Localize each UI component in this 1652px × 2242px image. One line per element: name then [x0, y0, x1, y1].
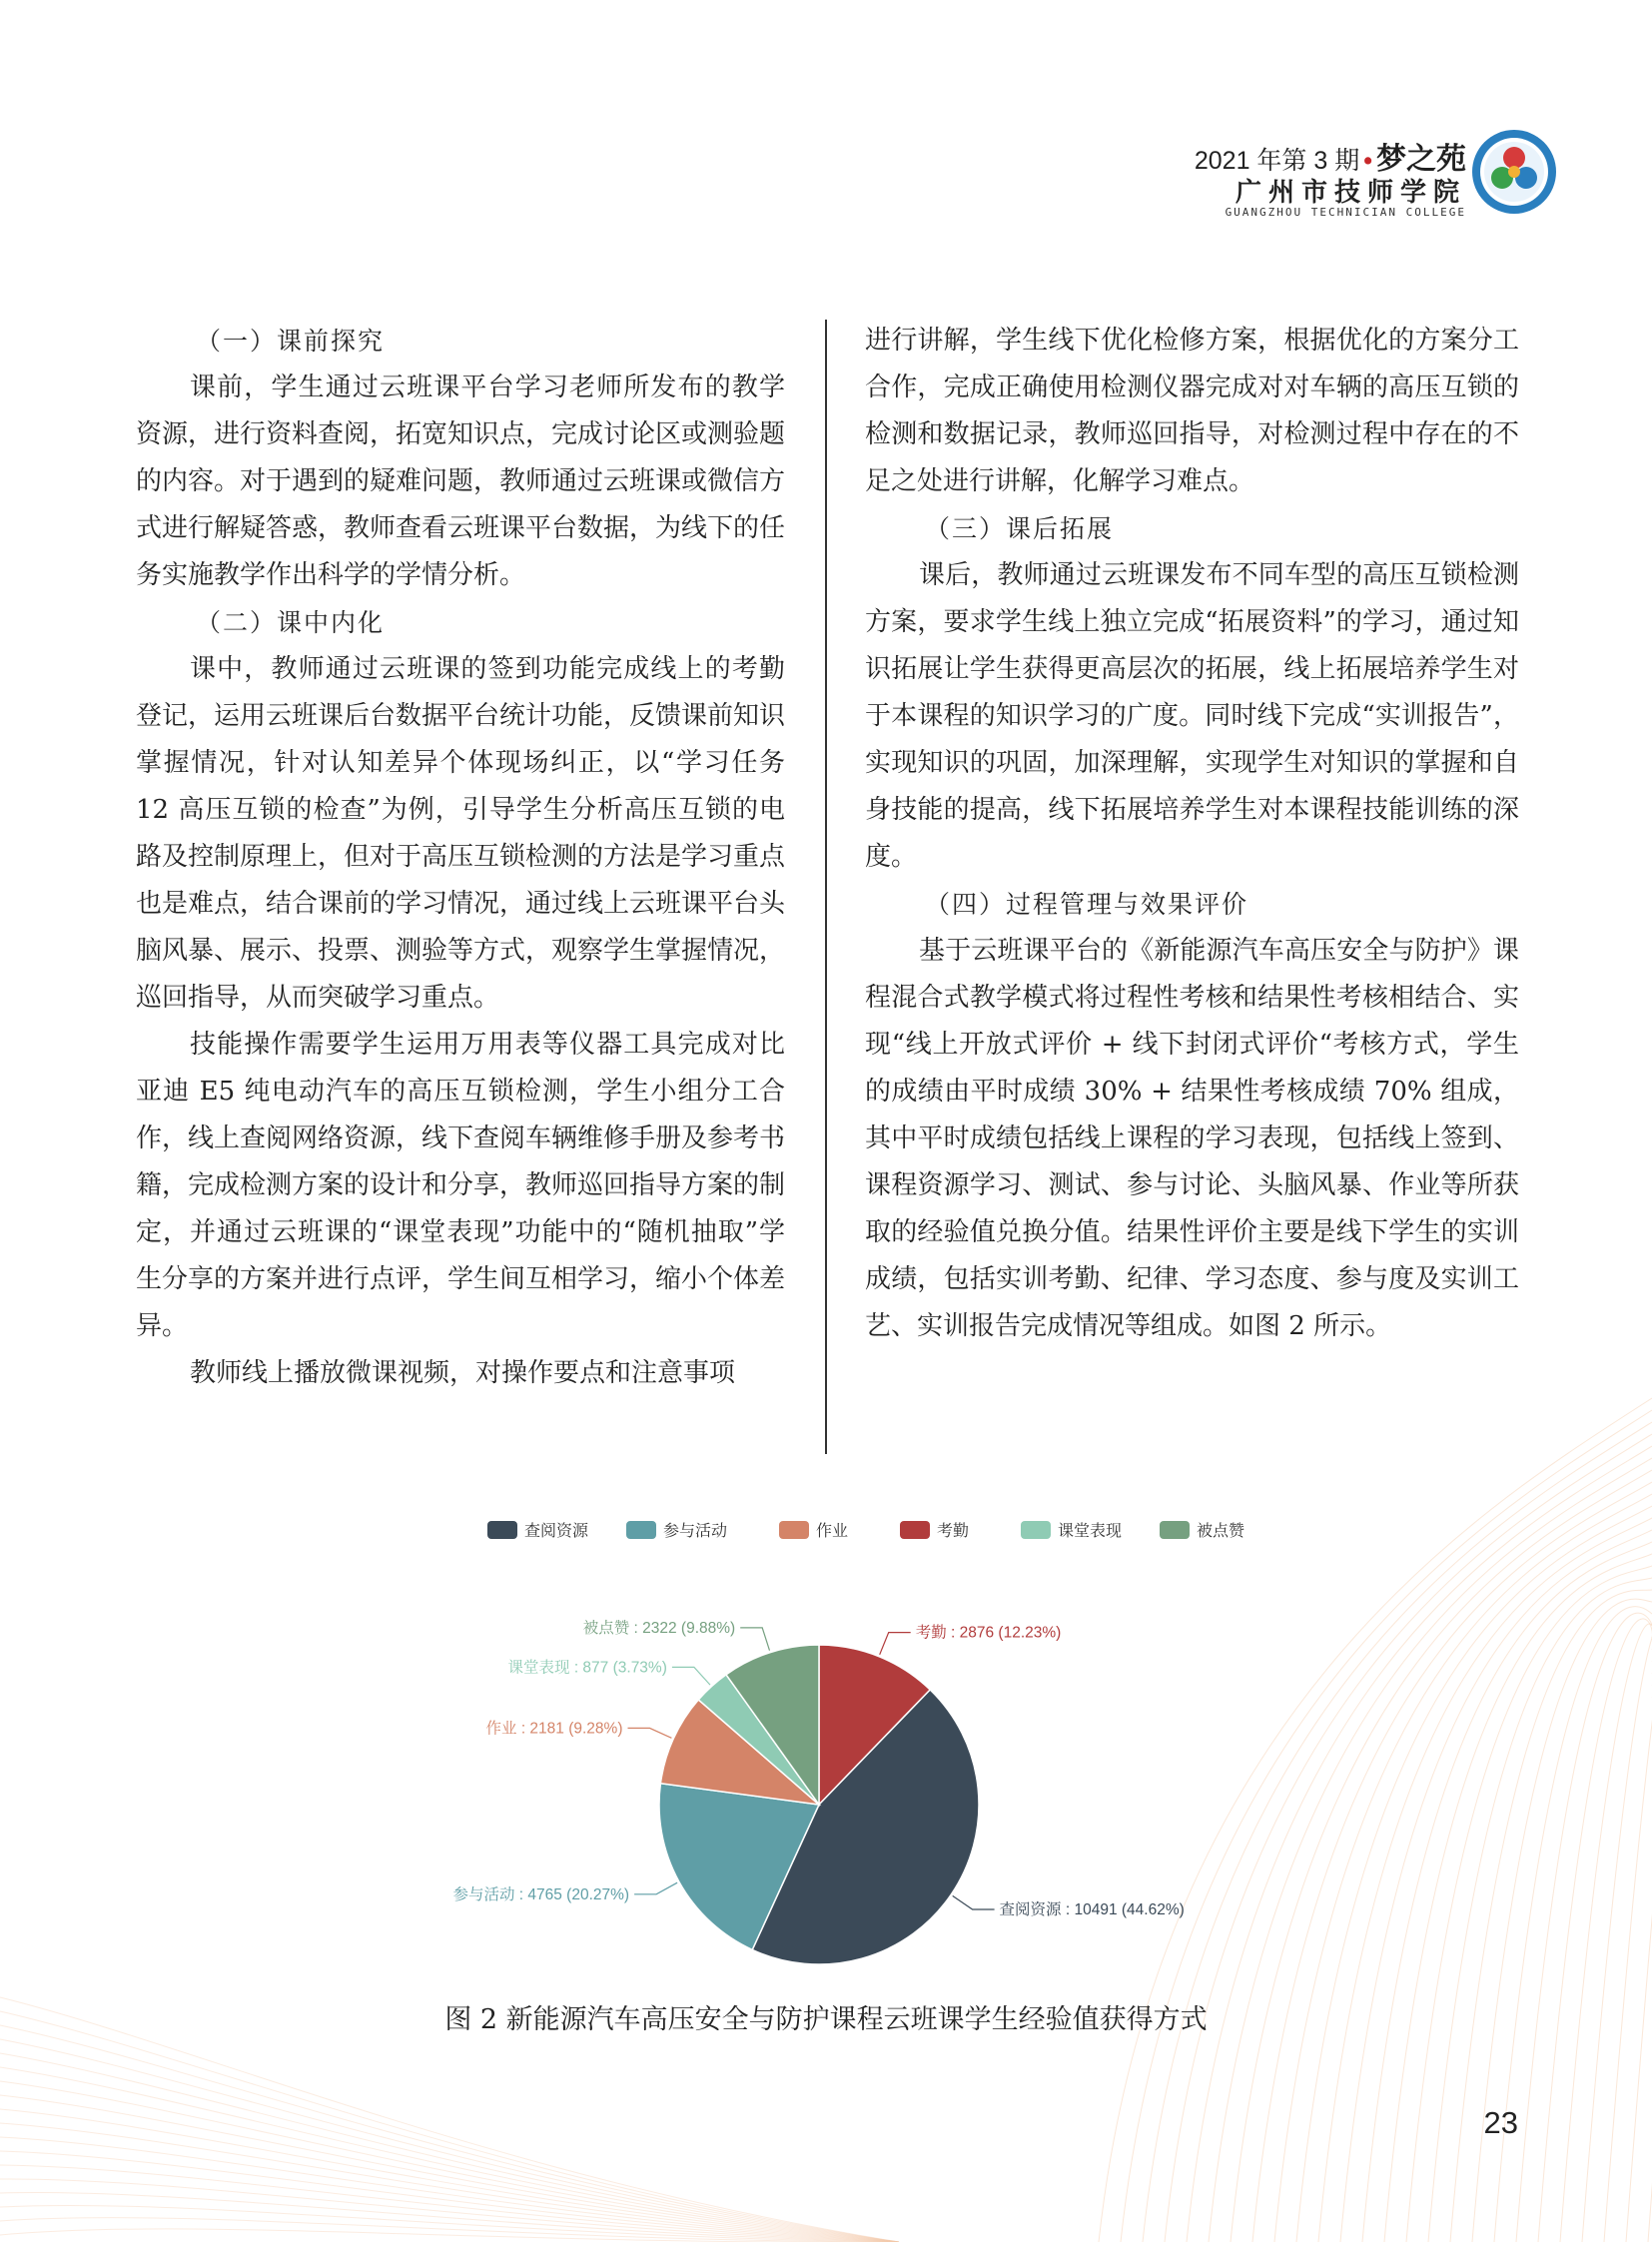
separator-dot: •: [1363, 147, 1372, 175]
decorative-curve: [1582, 1628, 1652, 2242]
college-name: 广州市技师学院: [1235, 177, 1466, 207]
leader-line: [628, 1728, 672, 1738]
decorative-curve: [0, 2109, 899, 2242]
decorative-curve: [1296, 1506, 1652, 2242]
legend-swatch: [779, 1521, 809, 1539]
decorative-curve: [0, 2067, 899, 2242]
legend-label: 作业: [816, 1523, 849, 1540]
leader-line: [672, 1667, 710, 1685]
issue-number: 2021 年第 3 期: [1194, 147, 1360, 175]
decorative-curve: [0, 2025, 899, 2242]
decorative-curve: [0, 2053, 899, 2242]
paragraph: 课后，教师通过云班课发布不同车型的高压互锁检测方案，要求学生线上独立完成“拓展资料”的学习，通过知识拓展让学生获得更高层次的拓展，线上拓展培养学生对于本课程的知识学习的广度。同时线下完成“实训报告”，实现知识的巩固，加深理解，实现学生对知识的掌握和自身技能的提高，线下拓展培养学生对本课程技能训练的深度。: [865, 560, 1519, 872]
data-label: 课堂表现 : 877 (3.73%): [507, 1659, 667, 1677]
leader-line: [634, 1882, 677, 1894]
legend-swatch: [900, 1521, 930, 1539]
data-label: 参与活动 : 4765 (20.27%): [452, 1885, 630, 1903]
legend-label: 考勤: [937, 1523, 970, 1540]
page-number: 23: [1483, 2105, 1518, 2140]
right-column: [865, 318, 1519, 1350]
legend-label: 查阅资源: [524, 1523, 589, 1540]
leader-line: [880, 1633, 911, 1655]
paragraph: 技能操作需要学生运用万用表等仪器工具完成对比亚迪 E5 纯电动汽车的高压互锁检测，学生小组分工合作，线上查阅网络资源，线下查阅车辆维修手册及参考书籍，完成检测方案的设计和分享，教师巡回指导方案的制定，并通过云班课的“课堂表现”功能中的“随机抽取”学生分享的方案并进行点评，学生间互相学习，缩小个体差异。: [136, 1030, 786, 1341]
magazine-name: 梦之苑: [1376, 143, 1466, 176]
paragraph: 基于云班课平台的《新能源汽车高压安全与防护》课程混合式教学模式将过程性考核和结果性考核相结合、实现“线上开放式评价 + 线下封闭式评价“考核方式，学生的成绩由平时成绩 30% + 结果性考核成绩 70% 组成，其中平时成绩包括线上课程的学习表现，包括线上签到、课程资源学习、测试、参与讨论、头脑风暴、作业等所获取的经验值兑换分值。结果性评价主要是线下学生的实训成绩，包括实训考勤、纪律、学习态度、参与度及实训工艺、实训报告完成情况等组成。如图 2 所示。: [865, 936, 1519, 1341]
decorative-curve: [1428, 1578, 1652, 2242]
left-column: [136, 318, 785, 1397]
decorative-curve: [0, 2011, 899, 2242]
section-heading: （四）过程管理与效果评价: [925, 890, 1249, 919]
decorative-curve: [1516, 1613, 1652, 2242]
section-heading: （一）课前探究: [196, 327, 386, 356]
paragraph: 课中，教师通过云班课的签到功能完成线上的考勤登记，运用云班课后台数据平台统计功能，反馈课前知识掌握情况，针对认知差异个体现场纠正，以“学习任务 12 高压互锁的检查”为例，引导学生分析高压互锁的电路及控制原理上，但对于高压互锁检测的方法是学习重点也是难点，结合课前的学习情况，通过线上云班课平台头脑风暴、展示、投票、测验等方式，观察学生掌握情况，巡回指导，从而突破学习重点。: [136, 654, 786, 1013]
legend-swatch: [1021, 1521, 1051, 1539]
decorative-curve: [1538, 1619, 1652, 2242]
section-heading: （二）课中内化: [196, 608, 386, 637]
legend-label: 被点赞: [1197, 1523, 1245, 1540]
data-label: 考勤 : 2876 (12.23%): [915, 1624, 1062, 1642]
decorative-curve: [1450, 1590, 1652, 2242]
section-heading: （三）课后拓展: [925, 514, 1115, 543]
chart-legend: [487, 1521, 1245, 1540]
decorative-curve: [1231, 1470, 1652, 2242]
decorative-curve: [1560, 1624, 1652, 2242]
college-logo: [1470, 128, 1558, 216]
decorative-curve: [1252, 1482, 1652, 2242]
legend-label: 参与活动: [663, 1523, 728, 1540]
leader-line: [953, 1895, 995, 1909]
figure-caption: 图 2 新能源汽车高压安全与防护课程云班课学生经验值获得方式: [444, 2004, 1208, 2035]
data-label: 作业 : 2181 (9.28%): [485, 1720, 623, 1738]
legend-swatch: [1160, 1521, 1190, 1539]
page-header: [999, 128, 1558, 228]
data-label: 查阅资源 : 10491 (44.62%): [999, 1900, 1185, 1918]
decorative-curve: [1494, 1607, 1652, 2242]
legend-swatch: [487, 1521, 517, 1539]
legend-swatch: [626, 1521, 656, 1539]
college-name-en: GUANGZHOU TECHNICIAN COLLEGE: [1225, 206, 1466, 219]
decorative-curve: [1604, 1632, 1652, 2242]
pie-chart: [380, 1503, 1278, 1982]
leader-line: [740, 1628, 769, 1651]
pie-slices: [659, 1645, 979, 1964]
paragraph: 课前，学生通过云班课平台学习老师所发布的教学资源，进行资料查阅，拓宽知识点，完成讨论区或测验题的内容。对于遇到的疑难问题，教师通过云班课或微信方式进行解疑答惑，教师查看云班课平台数据，为线下的任务实施教学作出科学的学情分析。: [136, 373, 786, 590]
data-label: 被点赞 : 2322 (9.88%): [582, 1619, 736, 1637]
paragraph: 教师线上播放微课视频，对操作要点和注意事项: [190, 1358, 736, 1388]
paragraph: 进行讲解，学生线下优化检修方案，根据优化的方案分工合作，完成正确使用检测仪器完成对对车辆的高压互锁的检测和数据记录，教师巡回指导，对检测过程中存在的不足之处进行讲解，化解学习难点。: [865, 326, 1519, 496]
legend-label: 课堂表现: [1058, 1523, 1123, 1540]
column-divider: [825, 320, 827, 1454]
